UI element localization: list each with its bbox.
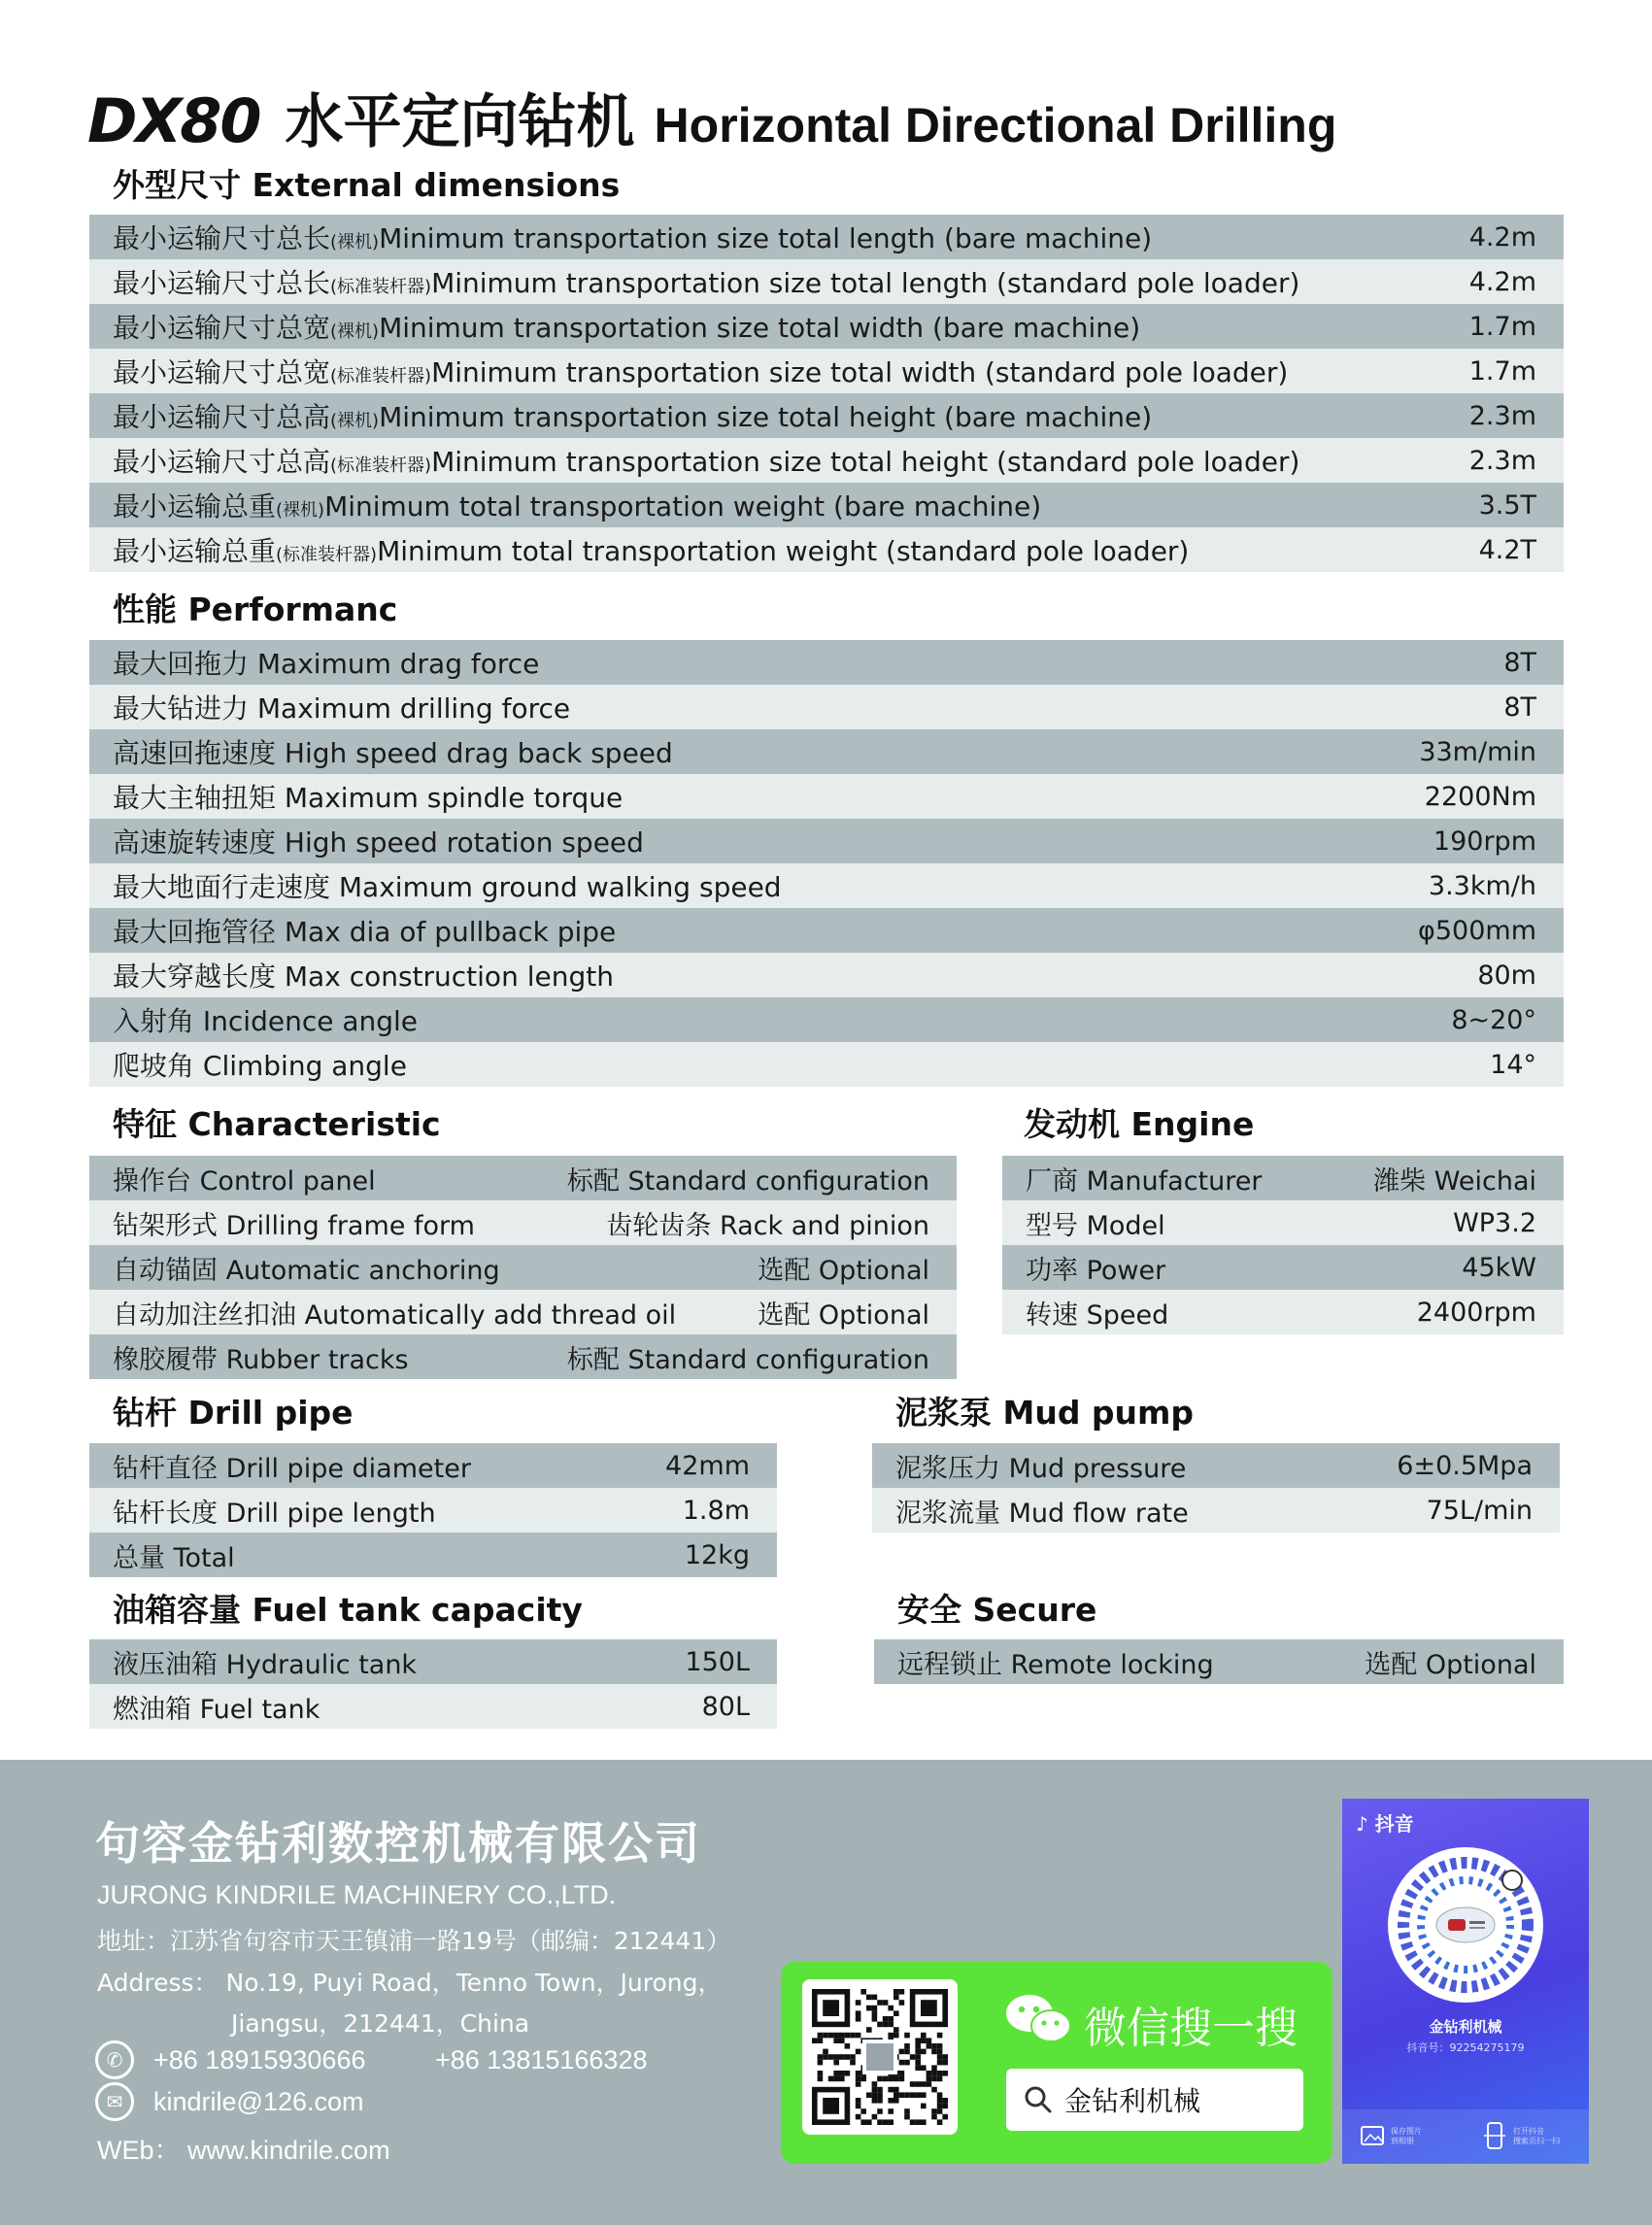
row-label: 燃油箱 Fuel tank: [113, 1694, 320, 1725]
row-value: 80m: [1477, 960, 1536, 991]
row-label: 自动加注丝扣油 Automatically add thread oil: [113, 1299, 677, 1331]
table-row: [89, 1639, 777, 1684]
external-table: [89, 215, 1564, 572]
row-label: 泥浆压力 Mud pressure: [895, 1453, 1187, 1484]
wechat-title: 微信搜一搜: [1084, 2004, 1298, 2053]
wechat-qr-code: [802, 1979, 958, 2135]
row-value: 8T: [1503, 691, 1536, 723]
row-label: [113, 307, 1140, 346]
table-row: [1002, 1156, 1564, 1200]
row-label: [113, 486, 1041, 524]
row-label: 入射角 Incidence angle: [113, 1005, 419, 1037]
table-row: [89, 215, 1564, 259]
table-row: [1002, 1200, 1564, 1245]
douyin-account-id: 抖音号：92254275179: [1406, 2041, 1525, 2054]
row-value: 1.7m: [1468, 355, 1536, 387]
table-row: [89, 908, 1564, 953]
table-row: [89, 640, 1564, 685]
model-name: DX80: [87, 85, 260, 156]
row-label: 最大回拖管径 Max dia of pullback pipe: [113, 916, 617, 948]
row-label: 泥浆流量 Mud flow rate: [895, 1498, 1189, 1529]
row-value: 6±0.5Mpa: [1397, 1450, 1533, 1481]
row-label-cn: 最小运输尺寸总长: [113, 222, 331, 254]
row-label-en: Minimum transportation size total length (standard pole loader): [431, 267, 1300, 299]
drill-pipe-heading: 钻杆 Drill pipe: [113, 1394, 354, 1432]
row-label-note: (标准装杆器): [330, 366, 432, 387]
website: WEb： www.kindrile.com: [97, 2136, 390, 2165]
address-en-1: Address： No.19, Puyi Road，Tenno Town，Jurong，: [97, 1969, 723, 1997]
performance-heading: 性能 Performanc: [113, 590, 398, 628]
external-heading: 外型尺寸 External dimensions: [113, 166, 621, 204]
row-label: 自动锚固 Automatic anchoring: [113, 1255, 500, 1286]
row-value: 75L/min: [1426, 1495, 1533, 1526]
table-row: [1002, 1245, 1564, 1290]
wechat-search-bar: [1006, 2069, 1303, 2131]
table-row: [89, 1488, 777, 1533]
douyin-qr-code: [1388, 1847, 1543, 2003]
row-value: 选配 Optional: [758, 1299, 929, 1331]
search-icon: [1024, 2085, 1053, 2114]
row-label-note: (标准装杆器): [330, 455, 432, 476]
row-value: 2400rpm: [1416, 1297, 1536, 1328]
row-value: 12kg: [684, 1539, 750, 1570]
row-value: 齿轮齿条 Rack and pinion: [606, 1210, 929, 1241]
table-row: [89, 1533, 777, 1577]
table-row: [89, 997, 1564, 1042]
table-row: [89, 1334, 957, 1379]
douyin-account-name: 金钻利机械: [1429, 2018, 1502, 2036]
row-label: 总量 Total: [113, 1542, 235, 1573]
title-en: Horizontal Directional Drilling: [654, 98, 1337, 152]
row-value: φ500mm: [1418, 915, 1536, 946]
mud-pump-heading: 泥浆泵 Mud pump: [895, 1394, 1195, 1432]
company-name-cn: 句容金钻利数控机械有限公司: [95, 1817, 701, 1870]
row-value: 190rpm: [1433, 826, 1536, 857]
row-label-en: Minimum transportation size total width (bare machine): [379, 312, 1141, 344]
row-label: [113, 396, 1152, 435]
row-value: 2200Nm: [1424, 781, 1536, 812]
table-row: [89, 685, 1564, 729]
qr-code-icon: [802, 1979, 958, 2135]
table-row: [89, 349, 1564, 393]
fuel-tank-table: [89, 1639, 777, 1729]
douyin-logo-icon: ♪: [1356, 1812, 1368, 1836]
douyin-tip-scan: 打开抖音 搜索页扫一扫: [1513, 2127, 1560, 2145]
row-label-cn: 最小运输尺寸总宽: [113, 356, 331, 388]
row-value: 2.3m: [1468, 445, 1536, 476]
row-value: 80L: [701, 1691, 750, 1722]
row-label: [113, 530, 1189, 569]
row-value: 1.8m: [682, 1495, 750, 1526]
row-label: 远程锁止 Remote locking: [897, 1649, 1214, 1680]
company-name-en: JURONG KINDRILE MACHINERY CO.,LTD.: [97, 1880, 617, 1909]
row-label-cn: 最小运输总重: [113, 535, 277, 567]
table-row: [89, 1443, 777, 1488]
secure-heading: 安全 Secure: [897, 1591, 1097, 1629]
row-value: 42mm: [665, 1450, 750, 1481]
table-row: [89, 1245, 957, 1290]
row-value: 选配 Optional: [1365, 1649, 1536, 1680]
row-value: 33m/min: [1419, 736, 1536, 767]
row-label: [113, 441, 1299, 480]
row-value: 14°: [1490, 1049, 1536, 1080]
douyin-tip-save: 保存图片 到相册: [1391, 2127, 1422, 2145]
performance-table: [89, 640, 1564, 1087]
fuel-tank-heading: 油箱容量 Fuel tank capacity: [113, 1591, 583, 1629]
row-label: 高速旋转速度 High speed rotation speed: [113, 826, 644, 859]
table-row: [872, 1443, 1560, 1488]
table-row: [89, 953, 1564, 997]
row-label-cn: 最小运输尺寸总高: [113, 446, 331, 478]
table-row: [89, 259, 1564, 304]
row-value: 8~20°: [1451, 1004, 1536, 1035]
row-value: 1.7m: [1468, 311, 1536, 342]
table-row: [89, 1200, 957, 1245]
row-value: 4.2m: [1468, 266, 1536, 297]
row-label: 最大穿越长度 Max construction length: [113, 961, 614, 993]
row-label-note: (裸机): [330, 232, 380, 253]
row-label: 最大主轴扭矩 Maximum spindle torque: [113, 782, 624, 814]
title-cn: 水平定向钻机: [285, 88, 635, 156]
table-row: [89, 863, 1564, 908]
row-label-cn: 最小运输尺寸总宽: [113, 312, 331, 344]
table-row: [874, 1639, 1564, 1684]
table-row: [89, 819, 1564, 863]
page-title: [87, 76, 1337, 156]
row-value: 标配 Standard configuration: [566, 1165, 929, 1197]
phone-2: +86 13815166328: [435, 2045, 648, 2074]
row-label-cn: 最小运输总重: [113, 490, 277, 523]
row-value: 3.5T: [1478, 489, 1536, 521]
table-row: [89, 729, 1564, 774]
table-row: [89, 1156, 957, 1200]
wechat-icon: [1004, 1991, 1072, 2045]
row-label-note: (裸机): [276, 500, 325, 521]
row-label-en: Minimum transportation size total height (standard pole loader): [431, 446, 1300, 478]
mail-icon: ✉: [95, 2082, 134, 2121]
row-label-cn: 最小运输尺寸总高: [113, 401, 331, 433]
row-label: 液压油箱 Hydraulic tank: [113, 1649, 418, 1680]
row-label: 钻架形式 Drilling frame form: [113, 1210, 475, 1241]
douyin-card: [1342, 1799, 1589, 2164]
row-label: 最大地面行走速度 Maximum ground walking speed: [113, 871, 782, 903]
row-value: 8T: [1503, 647, 1536, 678]
engine-table: [1002, 1156, 1564, 1334]
row-label: [113, 352, 1288, 390]
row-label: 爬坡角 Climbing angle: [113, 1050, 407, 1082]
address-en-2: Jiangsu，212441，China: [231, 2009, 530, 2038]
row-value: 2.3m: [1468, 400, 1536, 431]
row-label-note: (裸机): [330, 321, 380, 342]
row-label: 厂商 Manufacturer: [1026, 1165, 1263, 1197]
row-label-en: Minimum transportation size total height (bare machine): [379, 401, 1153, 433]
row-label: 高速回拖速度 High speed drag back speed: [113, 737, 673, 769]
table-row: [89, 393, 1564, 438]
row-value: 潍柴 Weichai: [1373, 1165, 1536, 1197]
characteristic-heading: 特征 Characteristic: [113, 1105, 441, 1143]
row-value: 标配 Standard configuration: [566, 1344, 929, 1375]
row-value: 4.2m: [1468, 221, 1536, 253]
mud-pump-table: [872, 1443, 1560, 1533]
table-row: [89, 1042, 1564, 1087]
phone-1: +86 18915930666: [153, 2045, 366, 2074]
table-row: [89, 1290, 957, 1334]
characteristic-table: [89, 1156, 957, 1379]
row-value: 45kW: [1462, 1252, 1536, 1283]
row-label: 最大钻进力 Maximum drilling force: [113, 692, 571, 725]
row-label: [113, 218, 1152, 256]
douyin-qr-icon: [1388, 1847, 1543, 2003]
drill-pipe-table: [89, 1443, 777, 1577]
row-value: 选配 Optional: [758, 1255, 929, 1286]
table-row: [89, 438, 1564, 483]
row-label: 功率 Power: [1026, 1255, 1166, 1286]
phone-icon: ✆: [95, 2040, 134, 2079]
wechat-search-text: 金钻利机械: [1064, 2085, 1201, 2117]
row-label: 钻杆长度 Drill pipe length: [113, 1498, 436, 1529]
row-label-en: Minimum transportation size total width (standard pole loader): [431, 356, 1289, 388]
address-cn: 地址：江苏省句容市天王镇浦一路19号（邮编：212441）: [97, 1927, 731, 1955]
row-label: 操作台 Control panel: [113, 1165, 376, 1197]
scan-icon: [1482, 2121, 1507, 2150]
row-label-note: (标准装杆器): [330, 277, 432, 297]
email: kindrile@126.com: [153, 2087, 364, 2116]
row-label-note: (裸机): [330, 411, 380, 431]
wechat-search-card: [781, 1962, 1332, 2164]
table-row: [89, 304, 1564, 349]
save-image-icon: [1360, 2123, 1387, 2148]
row-label-note: (标准装杆器): [276, 545, 378, 565]
table-row: [89, 483, 1564, 527]
row-label: 橡胶履带 Rubber tracks: [113, 1344, 409, 1375]
table-row: [872, 1488, 1560, 1533]
table-row: [89, 527, 1564, 572]
secure-table: [874, 1639, 1564, 1684]
row-value: 4.2T: [1478, 534, 1536, 565]
table-row: [1002, 1290, 1564, 1334]
douyin-tips-bar: [1342, 2109, 1589, 2164]
row-label-en: Minimum total transportation weight (bare machine): [324, 490, 1042, 523]
engine-heading: 发动机 Engine: [1024, 1105, 1255, 1143]
row-value: 150L: [685, 1646, 750, 1677]
row-label-en: Minimum transportation size total length (bare machine): [379, 222, 1153, 254]
row-label: 最大回拖力 Maximum drag force: [113, 648, 540, 680]
table-row: [89, 774, 1564, 819]
row-label: 型号 Model: [1026, 1210, 1165, 1241]
row-label: 转速 Speed: [1026, 1299, 1169, 1331]
table-row: [89, 1684, 777, 1729]
douyin-app-label: ♪ 抖音: [1356, 1812, 1414, 1836]
row-value: 3.3km/h: [1428, 870, 1536, 901]
row-label: [113, 262, 1299, 301]
row-label-en: Minimum total transportation weight (standard pole loader): [377, 535, 1190, 567]
row-value: WP3.2: [1453, 1207, 1536, 1238]
row-label-cn: 最小运输尺寸总长: [113, 267, 331, 299]
row-label: 钻杆直径 Drill pipe diameter: [113, 1453, 471, 1484]
